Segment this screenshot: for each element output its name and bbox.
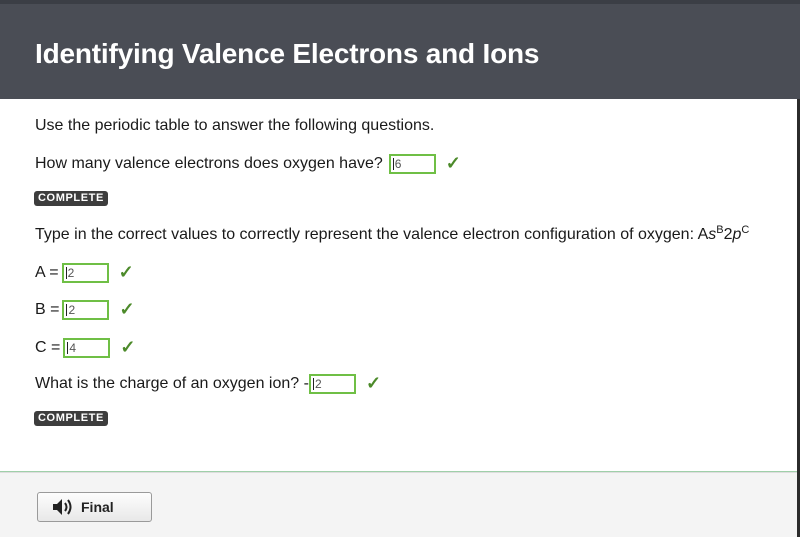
check-icon: ✓	[120, 337, 136, 357]
formula-superscript-c: C	[741, 224, 750, 236]
check-icon: ✓	[118, 262, 134, 282]
formula-s: s	[708, 226, 717, 243]
formula-superscript-b: B	[716, 224, 724, 236]
complete-badge: COMPLETE	[34, 191, 108, 206]
final-button[interactable]	[37, 492, 152, 522]
check-icon: ✓	[445, 153, 461, 173]
question-content	[0, 99, 800, 471]
check-icon: ✓	[119, 299, 135, 319]
part-c-label: C =	[35, 338, 61, 356]
question-1-prompt: How many valence electrons does oxygen have?	[35, 154, 383, 172]
question-1-answer-field[interactable]: 6	[389, 154, 436, 174]
part-c-answer-field[interactable]: 4	[63, 338, 110, 358]
formula-mid: 2	[723, 226, 733, 243]
footer-bar	[0, 472, 800, 537]
part-c	[35, 337, 135, 358]
part-a-answer-field[interactable]: 2	[62, 263, 109, 283]
question-3	[35, 373, 381, 394]
question-2	[35, 226, 749, 244]
question-3-prompt: What is the charge of an oxygen ion? -	[35, 374, 309, 392]
page-title: Identifying Valence Electrons and Ions	[35, 38, 540, 69]
part-a	[35, 262, 134, 283]
question-2-prompt: Type in the correct values to correctly represent the valence electron configuration of oxygen: A	[35, 226, 709, 243]
header-bar	[0, 0, 800, 99]
speaker-icon	[52, 498, 74, 516]
instructions-text: Use the periodic table to answer the following questions.	[35, 117, 435, 134]
part-b-answer-field[interactable]: 2	[62, 300, 109, 320]
part-b	[35, 299, 135, 320]
question-1	[35, 153, 461, 174]
formula-p: p	[732, 226, 742, 243]
question-3-answer-field[interactable]: 2	[309, 374, 356, 394]
final-button-label: Final	[81, 499, 114, 515]
part-a-label: A =	[35, 263, 59, 281]
part-b-label: B =	[35, 300, 60, 318]
check-icon: ✓	[365, 373, 382, 393]
complete-badge: COMPLETE	[34, 411, 108, 426]
